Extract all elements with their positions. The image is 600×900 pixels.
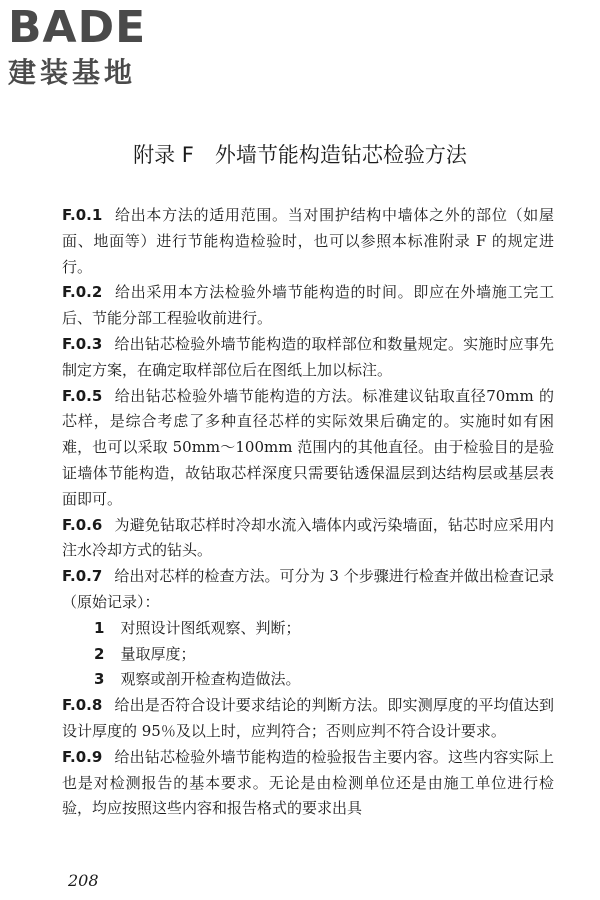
- step-number: 2: [94, 644, 105, 663]
- clause-f-0-9: [62, 745, 554, 822]
- clause-number: F.0.2: [62, 283, 103, 302]
- clause-number: F.0.1: [62, 206, 103, 224]
- step-number: 1: [94, 618, 105, 637]
- logo-subtitle: 建装基地: [8, 56, 137, 89]
- appendix-body: [62, 203, 554, 822]
- clause-text: 给出钻芯检验外墙节能构造的取样部位和数量规定。实施时应事先制定方案，在确定取样部位后在图纸上加以标注。: [62, 334, 554, 379]
- page-number: 208: [68, 871, 99, 890]
- clause-f-0-8: [62, 693, 554, 745]
- step-text: 对照设计图纸观察、判断；: [120, 618, 301, 637]
- clause-text: 给出本方法的适用范围。当对围护结构中墙体之外的部位（如屋面、地面等）进行节能构造检验时，也可以参照本标准附录 F 的规定进行。: [62, 206, 554, 276]
- clause-f-0-3: [62, 332, 554, 384]
- clause-number: F.0.8: [62, 696, 103, 715]
- clause-text: 给出钻芯检验外墙节能构造的方法。标准建议钻取直径70mm 的芯样，是综合考虑了多种直径芯样的实际效果后确定的。实施时如有困难，也可以采取 50mm～100mm 范围内的其他直径。由于检验目的是验证墙体节能构造，故钻取芯样深度只需要钻透保温层到达结构层或基层表面即可。: [62, 386, 554, 508]
- step-item: [62, 642, 554, 668]
- clause-f-0-5: [62, 384, 554, 513]
- clause-number: F.0.9: [62, 747, 103, 766]
- clause-f-0-6: [62, 513, 554, 565]
- logo: [8, 4, 178, 90]
- clause-number: F.0.5: [62, 386, 103, 405]
- clause-f-0-1: [62, 203, 554, 280]
- clause-number: F.0.3: [62, 334, 103, 353]
- clause-number: F.0.6: [62, 515, 103, 534]
- clause-text: 给出采用本方法检验外墙节能构造的时间。即应在外墙施工完工后、节能分部工程验收前进行。: [62, 283, 554, 328]
- step-item: [62, 667, 554, 693]
- clause-text: 给出钻芯检验外墙节能构造的检验报告主要内容。这些内容实际上也是对检测报告的基本要求。无论是由检测单位还是由施工单位进行检验，均应按照这些内容和报告格式的要求出具: [62, 747, 554, 818]
- clause-text: 给出对芯样的检查方法。可分为 3 个步骤进行检查并做出检查记录（原始记录）：: [62, 567, 554, 611]
- clause-number: F.0.7: [62, 567, 103, 586]
- step-item: [62, 616, 554, 642]
- clause-f-0-7: [62, 564, 554, 616]
- page-title: 附录 F 外墙节能构造钻芯检验方法: [133, 143, 467, 167]
- step-text: 观察或剖开检查构造做法。: [120, 670, 301, 689]
- step-number: 3: [94, 670, 105, 689]
- logo-wordmark: BADE: [8, 2, 147, 53]
- clause-f-0-2: [62, 280, 554, 332]
- clause-text: 为避免钻取芯样时冷却水流入墙体内或污染墙面，钻芯时应采用内注水冷却方式的钻头。: [62, 515, 554, 560]
- step-text: 量取厚度；: [120, 644, 196, 663]
- clause-text: 给出是否符合设计要求结论的判断方法。即实测厚度的平均值达到设计厚度的 95％及以上时，应判符合；否则应判不符合设计要求。: [62, 696, 554, 740]
